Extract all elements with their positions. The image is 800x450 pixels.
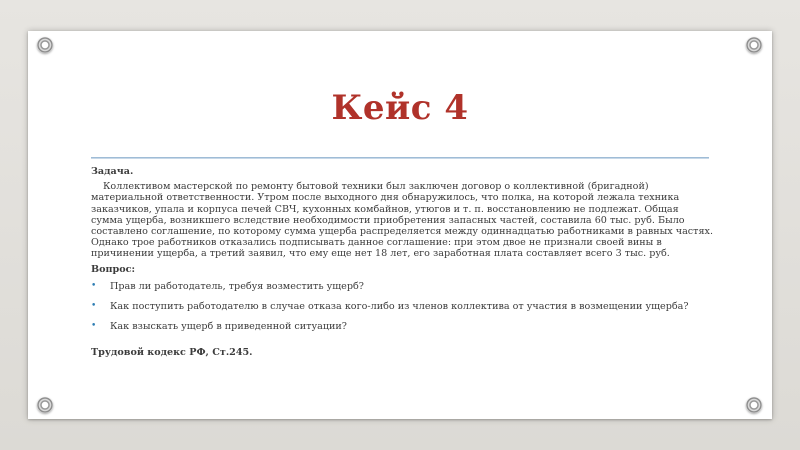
law-reference: Трудовой кодекс РФ, Ст.245. bbox=[91, 347, 253, 359]
task-label: Задача. bbox=[91, 166, 134, 177]
question-text: Прав ли работодатель, требуя возместить ущерб? bbox=[110, 280, 364, 292]
slide-content bbox=[91, 166, 713, 359]
pin-top-left-icon bbox=[37, 37, 53, 53]
task-text: Коллективом мастерской по ремонту бытовой техники был заключен договор о коллективной (бригадной) материальной ответственности. Утром после выходного дня обнаружилось, что полка, на которой лежала техника заказчиков, упала и корпуса печей СВЧ, кухонных комбайнов, утюгов и т. п. восстановлению не подлежат. Общая сумма ущерба, возникшего вследствие необходимости приобретения запасных частей, составила 60 тыс. руб. Было составлено соглашение, по которому сумма ущерба распределяется между одиннадцатью работниками в равных частях. Однако трое работников отказались подписывать данное соглашение: при этом двое не признали своей вины в причинении ущерба, а третий заявил, что ему еще нет 18 лет, его заработная плата составляет всего 3 тыс. руб. bbox=[91, 181, 713, 260]
questions-label: Вопрос: bbox=[91, 263, 136, 275]
question-text: Как взыскать ущерб в приведенной ситуации? bbox=[110, 321, 347, 333]
list-item bbox=[91, 301, 713, 312]
pin-top-right-icon bbox=[746, 37, 762, 53]
title-divider bbox=[91, 157, 709, 159]
list-item bbox=[91, 321, 713, 332]
pin-bottom-right-icon bbox=[746, 397, 762, 413]
list-item bbox=[91, 281, 713, 292]
question-text: Как поступить работодателю в случае отказа кого-либо из членов коллектива от участия в возмещении ущерба? bbox=[110, 301, 689, 313]
bullet-icon: • bbox=[91, 280, 97, 291]
questions-list bbox=[91, 281, 713, 333]
bullet-icon: • bbox=[91, 301, 97, 312]
bullet-icon: • bbox=[91, 321, 97, 332]
pin-bottom-left-icon bbox=[37, 397, 53, 413]
slide-title: Кейс 4 bbox=[331, 88, 469, 128]
